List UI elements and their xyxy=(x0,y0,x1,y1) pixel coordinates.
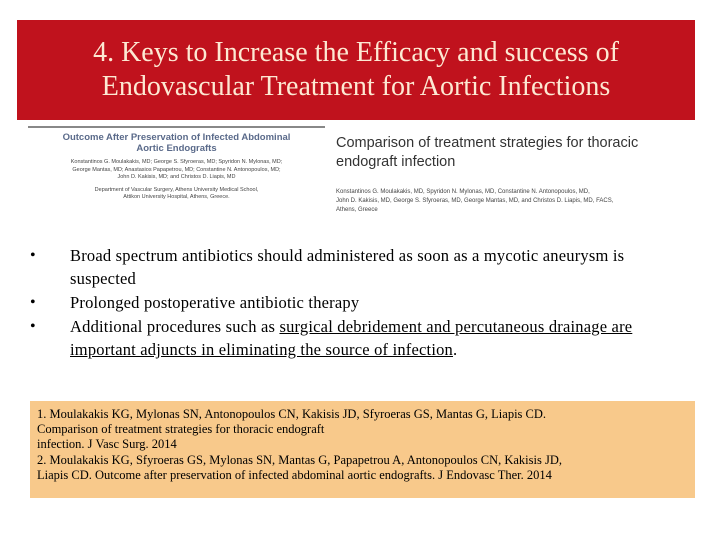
references-box xyxy=(30,401,695,498)
bullet-text-prefix: Additional procedures such as xyxy=(70,317,280,336)
paper-left-affiliation: Department of Vascular Surgery, Athens University Medical School, Attikon University Hospital, Athens, Greece. xyxy=(94,186,259,200)
slide-title: 4. Keys to Increase the Efficacy and success of Endovascular Treatment for Aortic Infections xyxy=(93,37,619,102)
reference-line: Liapis CD. Outcome after preservation of infected abdominal aortic endografts. J Endovasc Ther. 2014 xyxy=(37,467,552,482)
reference-line: Comparison of treatment strategies for thoracic endograft xyxy=(37,422,325,437)
title-banner xyxy=(17,20,695,120)
reference-line: 1. Moulakakis KG, Mylonas SN, Antonopoulos CN, Kakisis JD, Sfyroeras GS, Mantas G, Liapis CD. xyxy=(37,407,547,421)
bullet-list xyxy=(30,244,680,361)
paper-right-authors: Konstantinos G. Moulakakis, MD, Spyridon N. Mylonas, MD, Constantine N. Antonopoulos, MD, John D. Kakisis, MD, George S. Sfyroeras, MD, George Mantas, MD, and Christos D. Liapis, MD, FACS, Athens, Greece xyxy=(336,189,614,213)
paper-right-title: Comparison of treatment strategies for thoracic endograft infection xyxy=(336,135,639,170)
bullet-text-suffix: . xyxy=(453,340,458,359)
bullet-item xyxy=(30,244,680,290)
bullet-icon: • xyxy=(30,247,36,264)
paper-left-authors: Konstantinos G. Moulakakis, MD; George S. Sfyroeras, MD; Spyridon N. Mylonas, MD; George Mantas, MD; Anastasios Papapetrou, MD; Constantine N. Antonopoulos, MD; John D. Kakisis, MD; and Christos D. Liapis, MD xyxy=(70,159,283,180)
bullet-text-underlined: surgical debridement and percutaneous drainage are important adjuncts in eliminating the source of infection xyxy=(70,317,633,359)
reference-line: infection. J Vasc Surg. 2014 xyxy=(37,437,177,452)
bullet-icon: • xyxy=(30,318,36,335)
paper-excerpt-left xyxy=(28,126,325,228)
bullet-item xyxy=(30,291,680,314)
paper-excerpt-right xyxy=(330,126,695,228)
bullet-text: Prolonged postoperative antibiotic therapy xyxy=(70,293,360,312)
bullet-item xyxy=(30,315,680,361)
bullet-text: Broad spectrum antibiotics should administered as soon as a mycotic aneurysm is suspected xyxy=(70,246,625,288)
bullet-icon: • xyxy=(30,294,36,311)
paper-left-title: Outcome After Preservation of Infected Abdominal Aortic Endografts xyxy=(62,132,291,154)
reference-line: 2. Moulakakis KG, Sfyroeras GS, Mylonas SN, Mantas G, Papapetrou A, Antonopoulos CN, Kakisis JD, xyxy=(37,452,562,467)
